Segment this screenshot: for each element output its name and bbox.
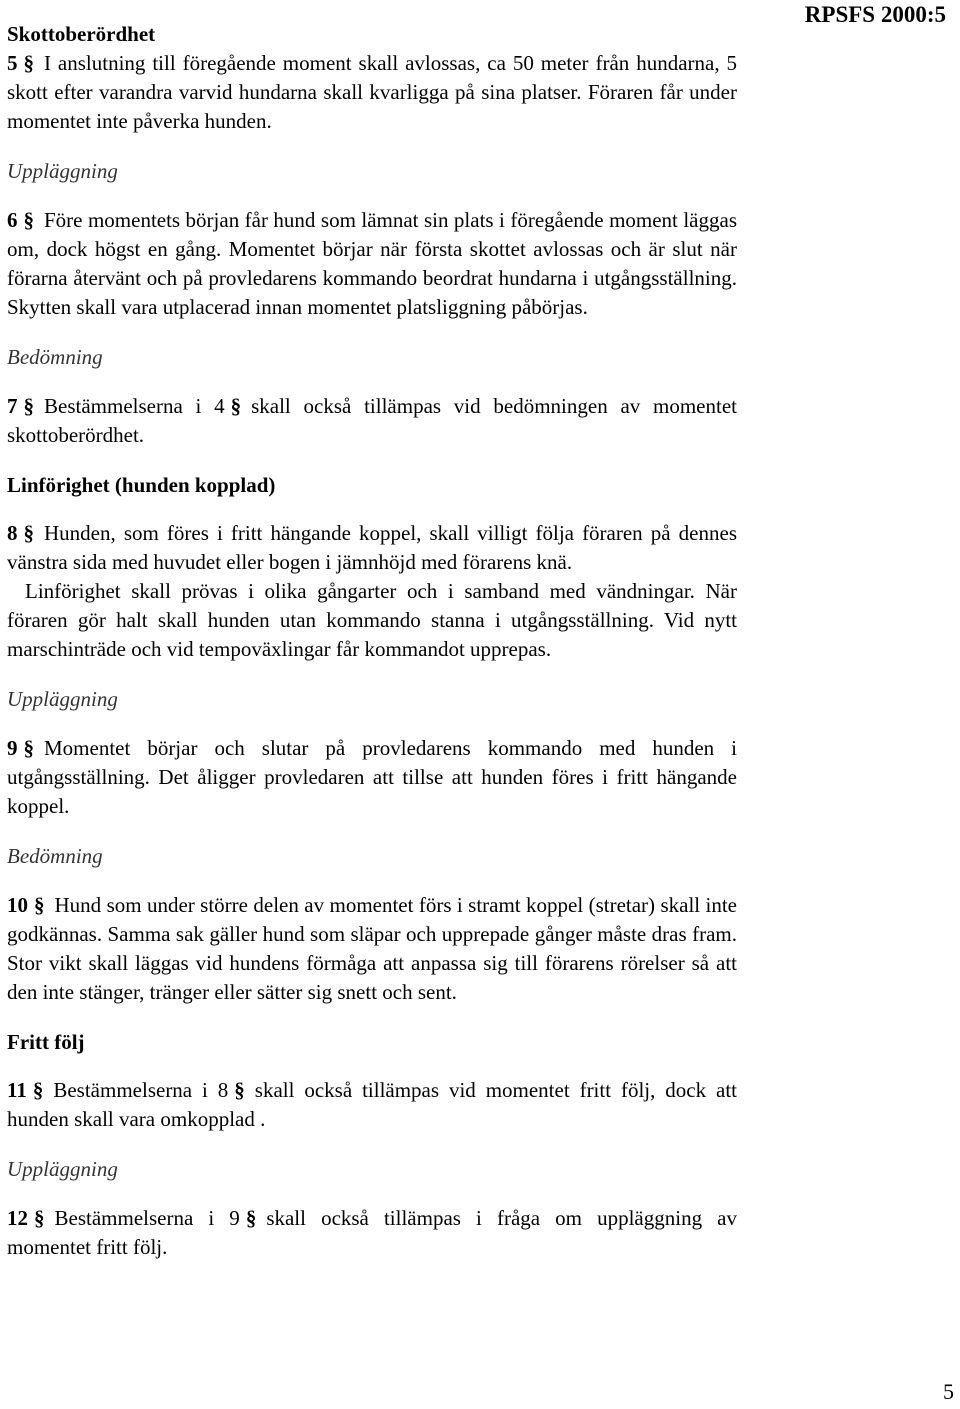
paragraph-text: skall också tillämpas vid bedömningen av momentet skottoberördhet.	[7, 394, 737, 447]
section-mark-icon: §	[23, 394, 34, 418]
section-mark-icon: §	[23, 51, 34, 75]
paragraph-9	[7, 734, 737, 821]
section-mark-icon: §	[245, 1206, 257, 1230]
paragraph-number: 7	[7, 394, 18, 418]
paragraph-number: 10	[7, 893, 28, 917]
paragraph-text: Bestämmelserna i 9	[54, 1206, 240, 1230]
document-body	[7, 20, 737, 1262]
paragraph-10	[7, 891, 737, 1007]
subheading-upplaggning: Uppläggning	[7, 159, 118, 183]
section-heading-linforighet: Linförighet (hunden kopplad)	[7, 473, 276, 497]
paragraph-8-continued: Linförighet skall prövas i olika gångarter och i samband med vändningar. När föraren gör halt skall hunden utan kommando stanna i utgångsställning. Vid nytt marschinträde och vid tempoväxlingar får kommandot upprepas.	[7, 579, 737, 661]
page-number: 5	[943, 1379, 954, 1404]
section-mark-icon: §	[23, 208, 34, 232]
paragraph-text: I anslutning till föregående moment skall avlossas, ca 50 meter från hundarna, 5 skott efter varandra varvid hundarna skall kvarligga på sina platser. Föraren får under momentet inte påverka hunden.	[7, 51, 737, 133]
paragraph-5	[7, 49, 737, 136]
paragraph-number: 8	[7, 521, 18, 545]
paragraph-8	[7, 519, 737, 577]
section-mark-icon: §	[23, 736, 34, 760]
section-mark-icon: §	[234, 1078, 245, 1102]
paragraph-text: Hunden, som föres i fritt hängande koppel, skall villigt följa föraren på dennes vänstra sida med huvudet eller bogen i jämnhöjd med förarens knä.	[7, 521, 737, 574]
paragraph-text: Före momentets början får hund som lämnat sin plats i föregående moment läggas om, dock högst en gång. Momentet börjar när första skottet avlossas och är slut när förarna återvänt och på provledarens kommando beordrat hundarna i utgångsställning. Skytten skall vara utplacerad innan momentet platsliggning påbörjas.	[7, 208, 737, 319]
paragraph-number: 9	[7, 736, 18, 760]
paragraph-number: 6	[7, 208, 18, 232]
paragraph-7	[7, 392, 737, 450]
paragraph-text: skall också tillämpas vid momentet fritt följ, dock att hunden skall vara omkopplad .	[7, 1078, 737, 1131]
section-mark-icon: §	[230, 394, 242, 418]
subheading-upplaggning: Uppläggning	[7, 687, 118, 711]
paragraph-6	[7, 206, 737, 322]
document-id: RPSFS 2000:5	[804, 2, 946, 27]
paragraph-number: 12	[7, 1206, 28, 1230]
paragraph-number: 11	[7, 1078, 27, 1102]
subheading-upplaggning: Uppläggning	[7, 1157, 118, 1181]
section-mark-icon: §	[34, 893, 45, 917]
subheading-bedomning: Bedömning	[7, 345, 103, 369]
paragraph-text: Hund som under större delen av momentet förs i stramt koppel (stretar) skall inte godkännas. Samma sak gäller hund som släpar och upprepade gånger måste dras fram. Stor vikt skall läggas vid hundens förmåga att anpassa sig till förarens rörelser så att den inte stänger, tränger eller sätter sig snett och sent.	[7, 893, 737, 1004]
paragraph-12	[7, 1204, 737, 1262]
paragraph-text: Bestämmelserna i 4	[44, 394, 225, 418]
section-heading-skottoberordhet: Skottoberördhet	[7, 22, 156, 46]
section-mark-icon: §	[34, 1206, 45, 1230]
section-heading-fritt-folj: Fritt följ	[7, 1030, 85, 1054]
subheading-bedomning: Bedömning	[7, 844, 103, 868]
paragraph-text: Momentet börjar och slutar på provledarens kommando med hunden i utgångsställning. Det åligger provledaren att tillse att hunden föres i fritt hängande koppel.	[7, 736, 737, 818]
paragraph-number: 5	[7, 51, 18, 75]
paragraph-text: skall också tillämpas i fråga om uppläggning av momentet fritt följ.	[7, 1206, 738, 1259]
paragraph-text: Bestämmelserna i 8	[53, 1078, 229, 1102]
paragraph-11	[7, 1076, 737, 1134]
section-mark-icon: §	[32, 1078, 44, 1102]
section-mark-icon: §	[23, 521, 34, 545]
